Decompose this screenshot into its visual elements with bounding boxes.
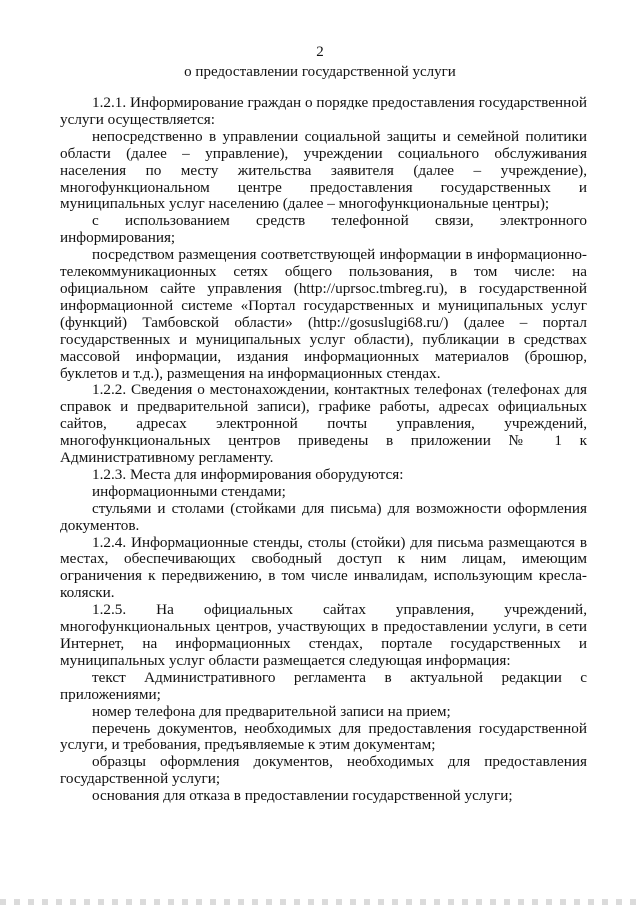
list-item-samples: образцы оформления документов, необходимых для предоставления государственной услуги; xyxy=(60,753,587,788)
paragraph-1-2-4: 1.2.4. Информационные стенды, столы (стойки) для письма размещаются в местах, обеспечивающих свободный доступ к ним лицам, имеющим ограничения к передвижению, в том числе инвалидам, использующим кресла-коляски. xyxy=(60,533,587,602)
list-item-documents: перечень документов, необходимых для предоставления государственной услуги, и требования, предъявляемые к этим документам; xyxy=(60,719,587,754)
list-item-reglament: текст Административного регламента в актуальной редакции с приложениями; xyxy=(60,668,587,703)
paragraph-chairs: стульями и столами (стойками для письма) для возможности оформления документов. xyxy=(60,499,587,534)
page-header: о предоставлении государственной услуги xyxy=(184,64,456,80)
paragraph-1-2-2: 1.2.2. Сведения о местонахождении, контактных телефонах (телефонах для справок и предварительной записи), графике работы, адресах официальных сайтов, адресах электронной почты управления, учреждений, многофункциональных центров приведены в приложении № 1 к Административному регламенту. xyxy=(60,381,587,467)
paragraph-1-2-3: 1.2.3. Места для информирования оборудуются: xyxy=(92,465,404,483)
list-item-phone-number: номер телефона для предварительной записи на прием; xyxy=(92,702,451,720)
paragraph-1-2-1: 1.2.1. Информирование граждан о порядке предоставления государственной услуги осуществляется: xyxy=(60,94,587,128)
document-body xyxy=(60,95,587,805)
paragraph-direct: непосредственно в управлении социальной защиты и семейной политики области (далее – управление), учреждении социального обслуживания населения по месту жительства заявителя (далее – учреждение), многофункциональном центре предоставления государственных и муниципальных услуг населению (далее – многофункциональные центры); xyxy=(60,127,587,213)
paragraph-stands: информационными стендами; xyxy=(92,482,286,500)
list-item-refusal: основания для отказа в предоставлении государственной услуги; xyxy=(92,787,513,805)
paragraph-phone: с использованием средств телефонной связи, электронного информирования; xyxy=(60,212,587,247)
page-number: 2 xyxy=(316,44,324,60)
scan-edge-artifact xyxy=(0,899,640,905)
paragraph-1-2-5: 1.2.5. На официальных сайтах управления, учреждений, многофункциональных центров, участвующих в предоставлении услуги, в сети Интернет, на информационных стендах, портале государственных и муниципальных услуг области размещается следующая информация: xyxy=(60,601,587,669)
paragraph-online: посредством размещения соответствующей информации в информационно-телекоммуникационных сетях общего пользования, в том числе: на официальном сайте управления (http://uprsoc.tmbreg.ru), в государственной информационной системе «Портал государственных и муниципальных услуг (функций) Тамбовской области» (http://gosuslugi68.ru/) (далее – портал государственных и муниципальных услуг области), публикации в средствах массовой информации, издания информационных материалов (брошюр, буклетов и т.д.), размещения на информационных стендах. xyxy=(60,246,587,382)
